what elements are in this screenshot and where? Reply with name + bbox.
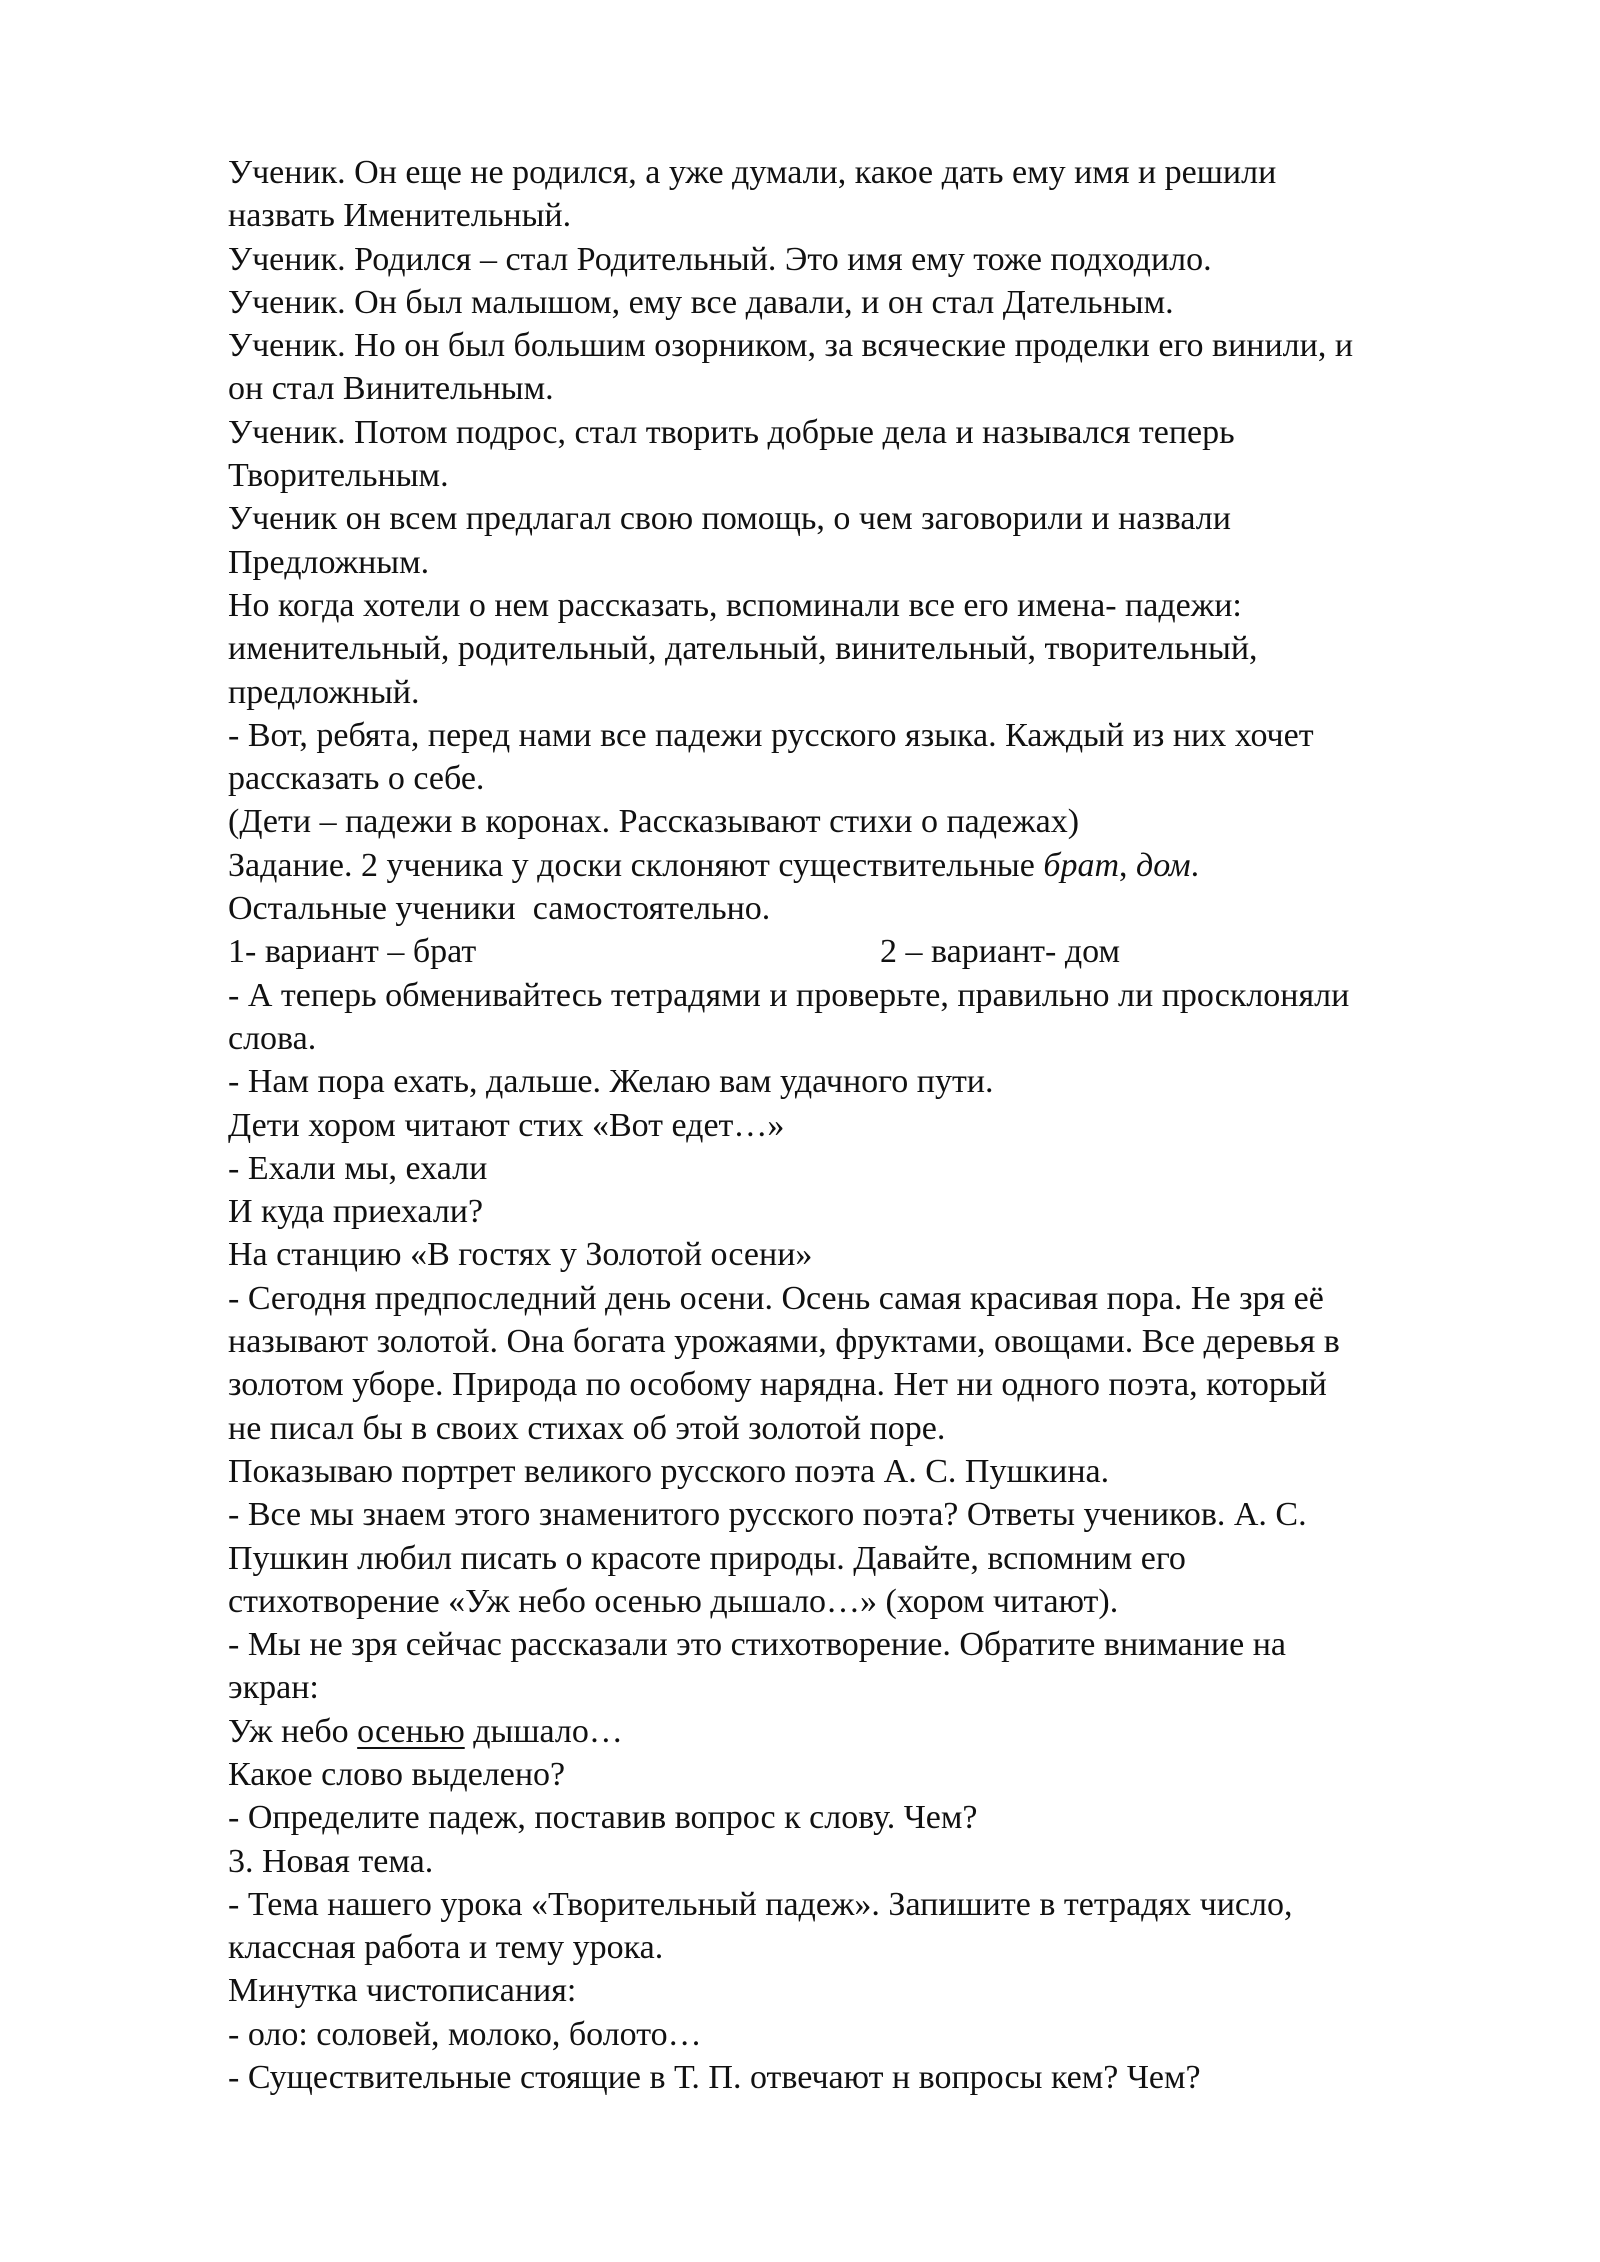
text-line: Ученик. Родился – стал Родительный. Это имя ему тоже подходило. [228, 240, 1212, 278]
text-line: Какое слово выделено? [228, 1755, 566, 1793]
document-text [228, 151, 1528, 2099]
text-line: именительный, родительный, дательный, винительный, творительный, [228, 630, 1258, 668]
text-line: - оло: соловей, молоко, болото… [228, 2015, 702, 2053]
text-line: - А теперь обменивайтесь тетрадями и проверьте, правильно ли просклоняли [228, 976, 1350, 1014]
text-line: Остальные ученики самостоятельно. [228, 890, 771, 928]
text-line: стихотворение «Уж небо осенью дышало…» (хором читают). [228, 1582, 1119, 1620]
variant-1: 1- вариант – брат [228, 933, 477, 971]
text-line: экран: [228, 1669, 319, 1707]
text-line: Ученик. Он был малышом, ему все давали, и он стал Дательным. [228, 283, 1174, 321]
quote-prefix: Уж небо [228, 1712, 358, 1750]
task-word-brat: брат [1043, 846, 1120, 884]
text-line: - Существительные стоящие в Т. П. отвечают н вопросы кем? Чем? [228, 2059, 1201, 2097]
text-line: Ученик он всем предлагал свою помощь, о чем заговорили и назвали [228, 500, 1231, 538]
text-line: Ученик. Потом подрос, стал творить добрые дела и назывался теперь [228, 413, 1235, 451]
quote-suffix: дышало… [464, 1712, 623, 1750]
variants-line [228, 930, 1528, 973]
text-line: классная работа и тему урока. [228, 1929, 664, 1967]
quote-underlined-word: осенью [357, 1712, 465, 1750]
text-line: не писал бы в своих стихах об этой золотой поре. [228, 1409, 946, 1447]
task-suffix: . [1190, 846, 1200, 884]
text-line: - Сегодня предпоследний день осени. Осень самая красивая пора. Не зря её [228, 1279, 1324, 1317]
text-line: золотом уборе. Природа по особому нарядна. Нет ни одного поэта, который [228, 1366, 1327, 1404]
text-line: - Определите падеж, поставив вопрос к слову. Чем? [228, 1799, 978, 1837]
text-line: - Все мы знаем этого знаменитого русского поэта? Ответы учеников. А. С. [228, 1496, 1307, 1534]
text-line: (Дети – падежи в коронах. Рассказывают стихи о падежах) [228, 803, 1080, 841]
text-line: - Нам пора ехать, дальше. Желаю вам удачного пути. [228, 1063, 994, 1101]
text-line: называют золотой. Она богата урожаями, фруктами, овощами. Все деревья в [228, 1323, 1340, 1361]
task-separator: , [1119, 846, 1137, 884]
quote-line [228, 1710, 1528, 1753]
text-line: он стал Винительным. [228, 370, 554, 408]
task-line [228, 844, 1528, 887]
text-line: Дети хором читают стих «Вот едет…» [228, 1106, 785, 1144]
text-line: На станцию «В гостях у Золотой осени» [228, 1236, 813, 1274]
task-word-dom: дом [1136, 846, 1191, 884]
variant-2: 2 – вариант- дом [880, 933, 1121, 971]
text-line: И куда приехали? [228, 1193, 484, 1231]
task-prefix: Задание. 2 ученика у доски склоняют существительные [228, 846, 1044, 884]
text-line: Показываю портрет великого русского поэта А. С. Пушкина. [228, 1452, 1110, 1490]
text-line: предложный. [228, 673, 420, 711]
text-line: Но когда хотели о нем рассказать, вспоминали все его имена- падежи: [228, 586, 1242, 624]
text-line: - Тема нашего урока «Творительный падеж». Запишите в тетрадях число, [228, 1885, 1293, 1923]
text-line: Ученик. Но он был большим озорником, за всяческие проделки его винили, и [228, 327, 1354, 365]
text-line: Творительным. [228, 457, 449, 495]
text-line: Предложным. [228, 543, 430, 581]
text-line: Минутка чистописания: [228, 1972, 577, 2010]
text-line: назвать Именительный. [228, 197, 572, 235]
text-line: 3. Новая тема. [228, 1842, 434, 1880]
text-line: - Ехали мы, ехали [228, 1149, 488, 1187]
text-line: Ученик. Он еще не родился, а уже думали, какое дать ему имя и решили [228, 154, 1277, 191]
text-line: слова. [228, 1019, 317, 1057]
text-line: - Мы не зря сейчас рассказали это стихотворение. Обратите внимание на [228, 1626, 1286, 1664]
text-line: Пушкин любил писать о красоте природы. Давайте, вспомним его [228, 1539, 1186, 1577]
text-line: рассказать о себе. [228, 760, 485, 798]
text-line: - Вот, ребята, перед нами все падежи русского языка. Каждый из них хочет [228, 716, 1314, 754]
